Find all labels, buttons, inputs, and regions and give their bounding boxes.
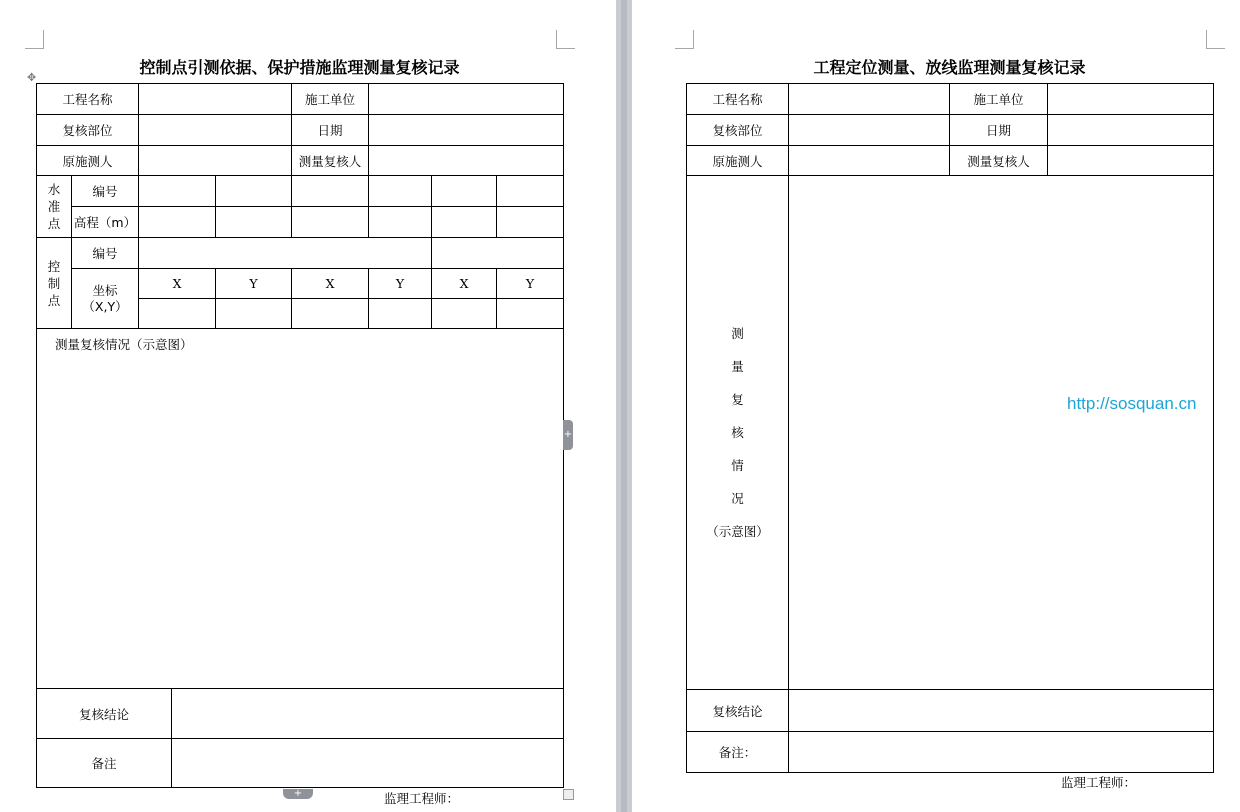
date-label: 日期 [292, 115, 369, 146]
checker-label: 测量复核人 [950, 146, 1048, 176]
contractor-cell[interactable] [1048, 84, 1214, 115]
project-name-cell[interactable] [789, 84, 950, 115]
margin-corner-top-left [25, 30, 44, 49]
coord-x-header-3: X [432, 269, 497, 299]
margin-corner-top-left [675, 30, 694, 49]
project-name-label: 工程名称 [37, 84, 139, 115]
table-resize-handle-icon[interactable] [563, 789, 574, 800]
date-label: 日期 [950, 115, 1048, 146]
original-surveyor-cell[interactable] [789, 146, 950, 176]
date-cell[interactable] [1048, 115, 1214, 146]
project-name-cell[interactable] [139, 84, 292, 115]
margin-corner-top-right [556, 30, 575, 49]
table-move-handle-icon[interactable]: ✥ [27, 71, 37, 84]
date-cell[interactable] [369, 115, 564, 146]
contractor-cell[interactable] [369, 84, 564, 115]
project-name-label: 工程名称 [687, 84, 789, 115]
right-form-table [686, 83, 1214, 773]
left-page [0, 0, 616, 812]
left-form-title: 控制点引测依据、保护措施监理测量复核记录 [139, 58, 460, 77]
conclusion-cell[interactable] [789, 690, 1214, 732]
sketch-label: 测 量 复 核 情 况 （示意图） [687, 176, 789, 690]
original-surveyor-label: 原施测人 [37, 146, 139, 176]
benchmark-number-cell-4[interactable] [369, 176, 432, 207]
control-number-label: 编号 [72, 238, 139, 269]
supervising-engineer-label: 监理工程师： [1061, 775, 1137, 790]
benchmark-number-cell-3[interactable] [292, 176, 369, 207]
original-surveyor-cell[interactable] [139, 146, 292, 176]
benchmark-number-cell-2[interactable] [216, 176, 292, 207]
check-part-label: 复核部位 [37, 115, 139, 146]
supervising-engineer-label: 监理工程师： [384, 791, 460, 806]
coord-y-header-1: Y [216, 269, 292, 299]
benchmark-number-cell-1[interactable] [139, 176, 216, 207]
elevation-cell-1[interactable] [139, 207, 216, 238]
coord-value-cell-5[interactable] [432, 299, 497, 329]
left-form-table [36, 83, 564, 788]
check-part-label: 复核部位 [687, 115, 789, 146]
elevation-cell-4[interactable] [369, 207, 432, 238]
coord-x-header-2: X [292, 269, 369, 299]
remarks-label: 备注 [37, 739, 172, 788]
elevation-cell-5[interactable] [432, 207, 497, 238]
coord-value-cell-6[interactable] [497, 299, 564, 329]
control-point-group-label: 控 制 点 [37, 238, 72, 329]
elevation-label: 高程（m） [72, 207, 139, 238]
coord-value-cell-1[interactable] [139, 299, 216, 329]
coord-value-cell-3[interactable] [292, 299, 369, 329]
add-column-handle-icon[interactable]: + [563, 420, 573, 450]
original-surveyor-label: 原施测人 [687, 146, 789, 176]
check-part-cell[interactable] [789, 115, 950, 146]
remarks-cell[interactable] [172, 739, 564, 788]
benchmark-number-label: 编号 [72, 176, 139, 207]
control-number-cell-1[interactable] [139, 238, 432, 269]
sketch-label: 测量复核情况（示意图） [55, 337, 193, 352]
elevation-cell-6[interactable] [497, 207, 564, 238]
coord-y-header-3: Y [497, 269, 564, 299]
margin-corner-top-right [1206, 30, 1225, 49]
coordinate-label: 坐标 （X,Y） [72, 269, 139, 329]
remarks-cell[interactable] [789, 732, 1214, 773]
page-gutter [616, 0, 632, 812]
conclusion-label: 复核结论 [687, 690, 789, 732]
control-number-cell-2[interactable] [432, 238, 564, 269]
coord-y-header-2: Y [369, 269, 432, 299]
right-form-title: 工程定位测量、放线监理测量复核记录 [813, 58, 1086, 77]
checker-label: 测量复核人 [292, 146, 369, 176]
conclusion-label: 复核结论 [37, 689, 172, 739]
checker-cell[interactable] [1048, 146, 1214, 176]
sketch-area[interactable] [789, 176, 1214, 690]
coord-value-cell-2[interactable] [216, 299, 292, 329]
sketch-area[interactable] [37, 329, 564, 689]
add-row-handle-icon[interactable]: + [283, 789, 313, 799]
check-part-cell[interactable] [139, 115, 292, 146]
elevation-cell-3[interactable] [292, 207, 369, 238]
remarks-label: 备注： [687, 732, 789, 773]
checker-cell[interactable] [369, 146, 564, 176]
contractor-label: 施工单位 [950, 84, 1048, 115]
elevation-cell-2[interactable] [216, 207, 292, 238]
coord-x-header-1: X [139, 269, 216, 299]
conclusion-cell[interactable] [172, 689, 564, 739]
benchmark-number-cell-5[interactable] [432, 176, 497, 207]
watermark-link[interactable]: http://sosquan.cn [1067, 394, 1197, 413]
benchmark-number-cell-6[interactable] [497, 176, 564, 207]
contractor-label: 施工单位 [292, 84, 369, 115]
benchmark-group-label: 水 准 点 [37, 176, 72, 238]
coord-value-cell-4[interactable] [369, 299, 432, 329]
